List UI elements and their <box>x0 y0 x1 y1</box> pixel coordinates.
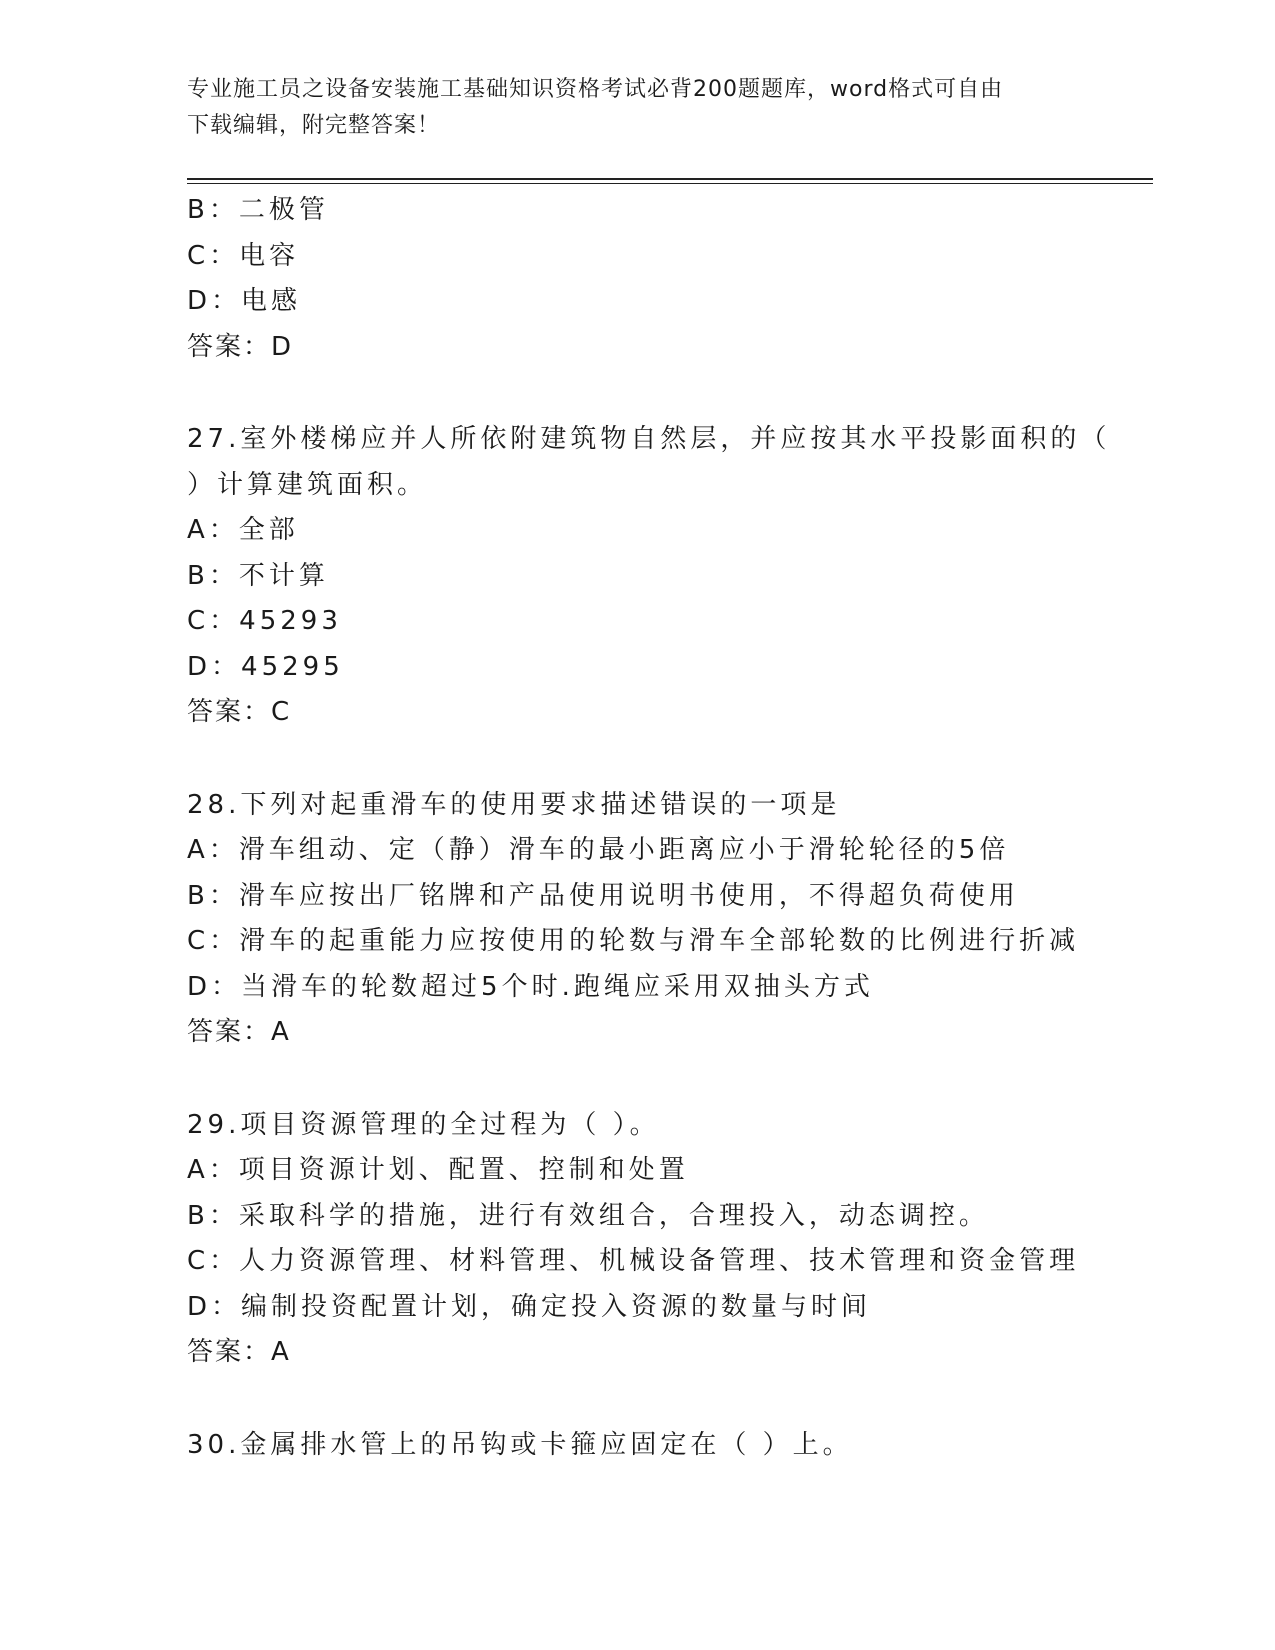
option-c: C：45293 <box>187 606 342 636</box>
spacer <box>187 736 1153 783</box>
option-a: A：滑车组动、定（静）滑车的最小距离应小于滑轮轮径的5倍 <box>187 835 1010 865</box>
option-c: C：人力资源管理、材料管理、机械设备管理、技术管理和资金管理 <box>187 1246 1080 1276</box>
spacer <box>187 370 1153 417</box>
question-list <box>187 188 1153 1468</box>
option-c: C：滑车的起重能力应按使用的轮数与滑车全部轮数的比例进行折减 <box>187 926 1080 956</box>
question-27 <box>187 417 1153 736</box>
question-stem: 27.室外楼梯应并人所依附建筑物自然层，并应按其水平投影面积的（ <box>187 424 1111 454</box>
option-b: B：二极管 <box>187 195 329 225</box>
answer-line: 答案：A <box>187 1017 291 1047</box>
question-stem: 29.项目资源管理的全过程为（ ）。 <box>187 1109 660 1140</box>
question-29 <box>187 1103 1153 1376</box>
page-header <box>187 72 1087 144</box>
option-b: B：不计算 <box>187 560 329 591</box>
question-26-continuation <box>187 188 1153 370</box>
answer-line: 答案：D <box>187 331 294 362</box>
question-stem: 30.金属排水管上的吊钩或卡箍应固定在（ ）上。 <box>187 1429 853 1460</box>
answer-line: 答案：C <box>187 697 292 727</box>
option-b: B：滑车应按出厂铭牌和产品使用说明书使用，不得超负荷使用 <box>187 880 1019 911</box>
question-30 <box>187 1423 1153 1469</box>
header-line-2: 下载编辑，附完整答案！ <box>187 113 441 138</box>
option-a: A：项目资源计划、配置、控制和处置 <box>187 1155 689 1185</box>
spacer <box>187 1376 1153 1423</box>
spacer <box>187 1056 1153 1103</box>
header-divider-thin <box>187 183 1153 184</box>
option-d: D：编制投资配置计划，确定投入资源的数量与时间 <box>187 1291 872 1322</box>
header-divider-thick <box>187 178 1153 180</box>
header-line-1: 专业施工员之设备安装施工基础知识资格考试必背200题题库，word格式可自由 <box>187 77 1004 102</box>
option-c: C：电容 <box>187 240 300 271</box>
option-d: D：电感 <box>187 286 302 316</box>
answer-line: 答案：A <box>187 1337 291 1367</box>
option-d: D：45295 <box>187 651 344 682</box>
option-d: D：当滑车的轮数超过5个时.跑绳应采用双抽头方式 <box>187 971 874 1002</box>
question-28 <box>187 783 1153 1056</box>
question-stem: 28.下列对起重滑车的使用要求描述错误的一项是 <box>187 789 841 820</box>
question-stem-continued: ）计算建筑面积。 <box>187 469 428 500</box>
option-b: B：采取科学的措施，进行有效组合，合理投入，动态调控。 <box>187 1200 989 1231</box>
option-a: A：全部 <box>187 515 299 545</box>
